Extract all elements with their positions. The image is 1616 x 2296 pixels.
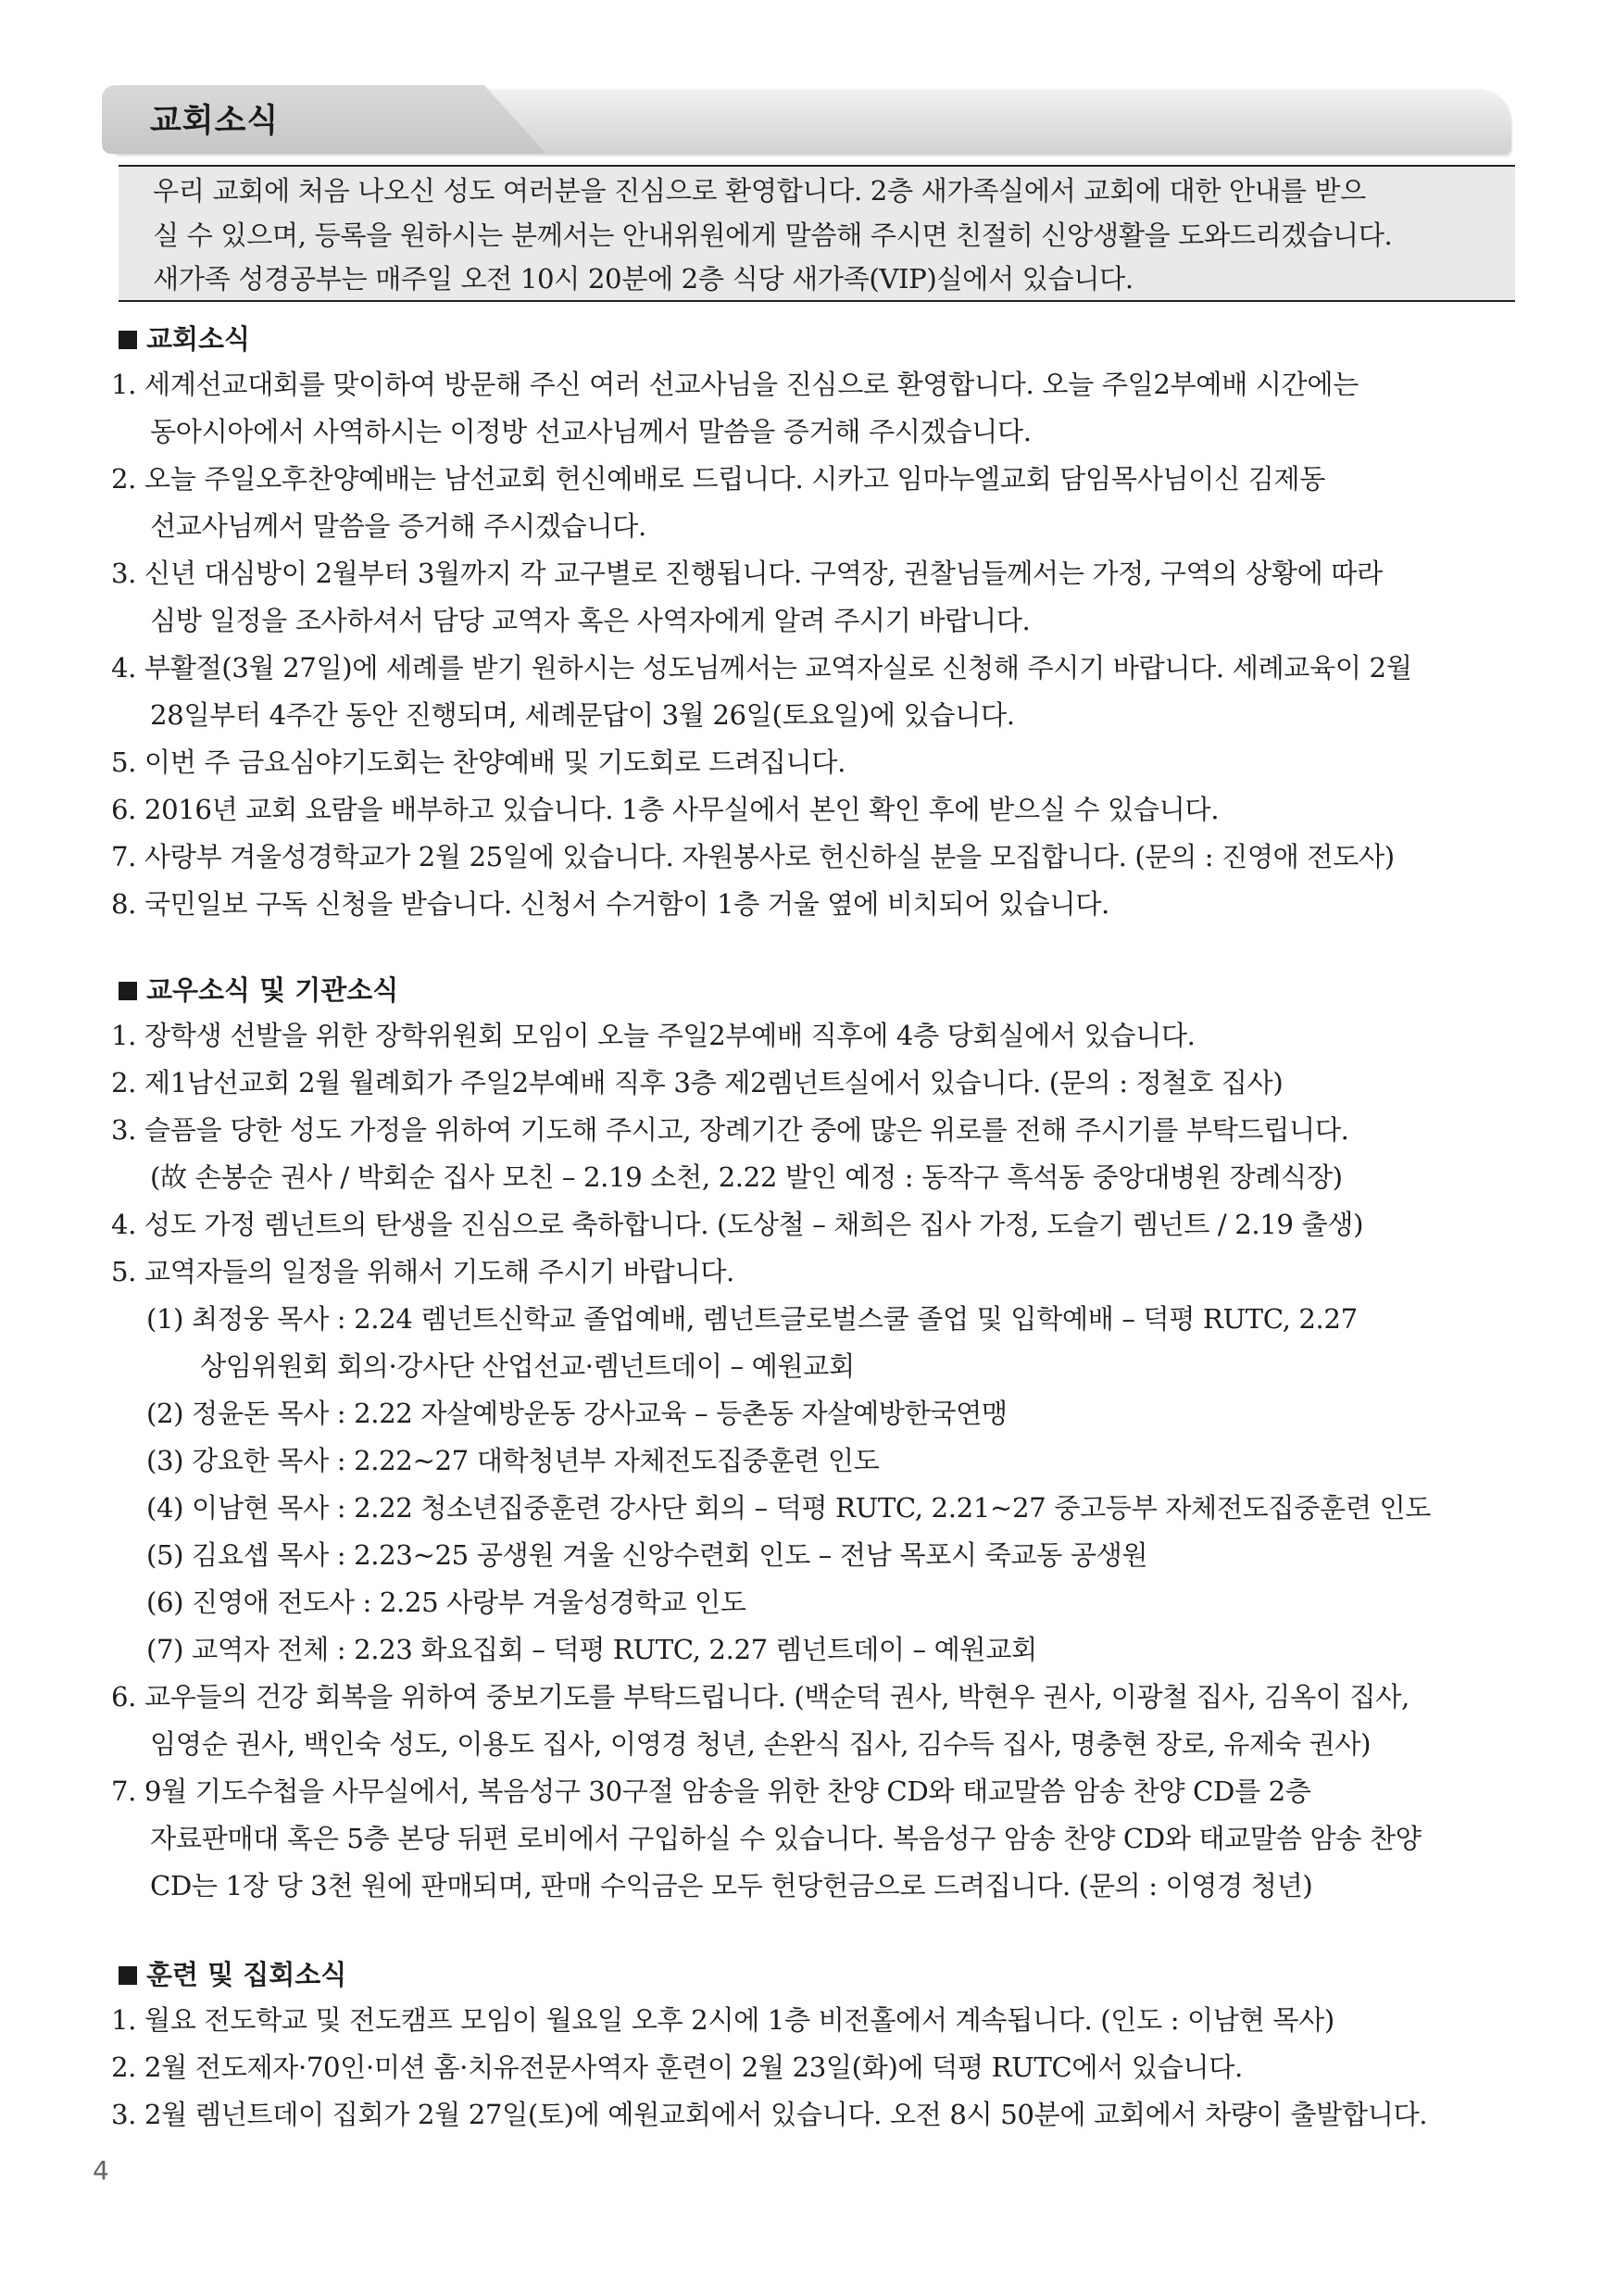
section-heading	[111, 968, 1519, 1012]
page-title: 교회소식	[150, 103, 280, 140]
section-training-news	[111, 1952, 1519, 2139]
page-number: 4	[93, 2155, 109, 2186]
news-item-line: 상임위원회 회의·강사단 산업선교·렘넌트데이 – 예원교회	[200, 1350, 855, 1382]
welcome-line: 새가족 성경공부는 매주일 오전 10시 20분에 2층 식당 새가족(VIP)실에서 있습니다.	[153, 263, 1134, 295]
section-heading-text: 훈련 및 집회소식	[146, 1959, 347, 1990]
news-item-line: 5. 이번 주 금요심야기도회는 찬양예배 및 기도회로 드려집니다.	[111, 747, 846, 778]
section-heading-text: 교우소식 및 기관소식	[146, 974, 399, 1006]
news-item-line: 자료판매대 혹은 5층 본당 뒤편 로비에서 구입하실 수 있습니다. 복음성구 암송 찬양 CD와 태교말씀 암송 찬양	[150, 1823, 1422, 1854]
news-item-line: 1. 월요 전도학교 및 전도캠프 모임이 월요일 오후 2시에 1층 비전홀에서 계속됩니다. (인도 : 이남현 목사)	[111, 2004, 1334, 2036]
news-item-line: 동아시아에서 사역하시는 이정방 선교사님께서 말씀을 증거해 주시겠습니다.	[150, 416, 1032, 447]
section-church-news	[111, 317, 1519, 928]
welcome-notice	[119, 165, 1515, 302]
news-item-line: 6. 2016년 교회 요람을 배부하고 있습니다. 1층 사무실에서 본인 확인 후에 받으실 수 있습니다.	[111, 794, 1220, 825]
square-bullet-icon	[119, 1966, 137, 1985]
news-item-line: (4) 이남현 목사 : 2.22 청소년집중훈련 강사단 회의 – 덕평 RUTC, 2.21~27 중고등부 자체전도집중훈련 인도	[146, 1492, 1432, 1524]
news-item-line: (1) 최정웅 목사 : 2.24 렘넌트신학교 졸업예배, 렘넌트글로벌스쿨 졸업 및 입학예배 – 덕평 RUTC, 2.27	[146, 1303, 1358, 1335]
news-item-line: 6. 교우들의 건강 회복을 위하여 중보기도를 부탁드립니다. (백순덕 권사, 박현우 권사, 이광철 집사, 김옥이 집사,	[111, 1681, 1409, 1713]
news-item-line: 7. 9월 기도수첩을 사무실에서, 복음성구 30구절 암송을 위한 찬양 CD와 태교말씀 암송 찬양 CD를 2층	[111, 1775, 1311, 1807]
news-item-line: 3. 슬픔을 당한 성도 가정을 위하여 기도해 주시고, 장례기간 중에 많은 위로를 전해 주시기를 부탁드립니다.	[111, 1114, 1349, 1146]
news-item-line: 28일부터 4주간 동안 진행되며, 세례문답이 3월 26일(토요일)에 있습니다.	[150, 699, 1015, 731]
news-item-line: 7. 사랑부 겨울성경학교가 2월 25일에 있습니다. 자원봉사로 헌신하실 분을 모집합니다. (문의 : 진영애 전도사)	[111, 841, 1395, 872]
news-item-line: (7) 교역자 전체 : 2.23 화요집회 – 덕평 RUTC, 2.27 렘넌트데이 – 예원교회	[146, 1634, 1037, 1665]
news-item-line: CD는 1장 당 3천 원에 판매되며, 판매 수익금은 모두 헌당헌금으로 드려집니다. (문의 : 이영경 청년)	[150, 1870, 1313, 1901]
news-item-line: (3) 강요한 목사 : 2.22~27 대학청년부 자체전도집중훈련 인도	[146, 1445, 880, 1476]
news-item-line: 3. 2월 렘넌트데이 집회가 2월 27일(토)에 예원교회에서 있습니다. 오전 8시 50분에 교회에서 차량이 출발합니다.	[111, 2099, 1428, 2130]
news-item-line: (故 손봉순 권사 / 박회순 집사 모친 – 2.19 소천, 2.22 발인 예정 : 동작구 흑석동 중앙대병원 장례식장)	[150, 1161, 1343, 1193]
news-item-line: 2. 2월 전도제자·70인·미션 홈·치유전문사역자 훈련이 2월 23일(화)에 덕평 RUTC에서 있습니다.	[111, 2051, 1243, 2083]
news-item-line: 4. 부활절(3월 27일)에 세례를 받기 원하시는 성도님께서는 교역자실로 신청해 주시기 바랍니다. 세례교육이 2월	[111, 652, 1412, 684]
section-member-news	[111, 968, 1519, 1910]
welcome-line: 실 수 있으며, 등록을 원하시는 분께서는 안내위원에게 말씀해 주시면 친절히 신앙생활을 도와드리겠습니다.	[153, 219, 1393, 251]
section-heading-text: 교회소식	[146, 323, 251, 355]
section-heading	[111, 317, 1519, 361]
section-header	[102, 85, 1511, 157]
news-item-line: 3. 신년 대심방이 2월부터 3월까지 각 교구별로 진행됩니다. 구역장, 권찰님들께서는 가정, 구역의 상황에 따라	[111, 558, 1383, 589]
section-heading	[111, 1952, 1519, 1997]
news-item-line: 임영순 권사, 백인숙 성도, 이용도 집사, 이영경 청년, 손완식 집사, 김수득 집사, 명충현 장로, 유제숙 권사)	[150, 1728, 1372, 1760]
news-item-line: 선교사님께서 말씀을 증거해 주시겠습니다.	[150, 510, 646, 542]
news-item-line: 5. 교역자들의 일정을 위해서 기도해 주시기 바랍니다.	[111, 1256, 734, 1287]
news-item-line: 2. 오늘 주일오후찬양예배는 남선교회 헌신예배로 드립니다. 시카고 임마누엘교회 담임목사님이신 김제동	[111, 463, 1326, 495]
square-bullet-icon	[119, 331, 137, 349]
news-item-line: (6) 진영애 전도사 : 2.25 사랑부 겨울성경학교 인도	[146, 1587, 746, 1618]
welcome-line: 우리 교회에 처음 나오신 성도 여러분을 진심으로 환영합니다. 2층 새가족실에서 교회에 대한 안내를 받으	[153, 175, 1366, 207]
news-item-line: 심방 일정을 조사하셔서 담당 교역자 혹은 사역자에게 알려 주시기 바랍니다.	[150, 605, 1031, 636]
news-item-line: 8. 국민일보 구독 신청을 받습니다. 신청서 수거함이 1층 거울 옆에 비치되어 있습니다.	[111, 888, 1109, 920]
news-item-line: 1. 장학생 선발을 위한 장학위원회 모임이 오늘 주일2부예배 직후에 4층 당회실에서 있습니다.	[111, 1020, 1196, 1051]
square-bullet-icon	[119, 982, 137, 1000]
news-item-line: (5) 김요셉 목사 : 2.23~25 공생원 겨울 신앙수련회 인도 – 전남 목포시 죽교동 공생원	[146, 1539, 1148, 1571]
news-item-line: 4. 성도 가정 렘넌트의 탄생을 진심으로 축하합니다. (도상철 – 채희은 집사 가정, 도슬기 렘넌트 / 2.19 출생)	[111, 1209, 1364, 1240]
news-item-line: 2. 제1남선교회 2월 월례회가 주일2부예배 직후 3층 제2렘넌트실에서 있습니다. (문의 : 정철호 집사)	[111, 1067, 1284, 1098]
news-item-line: (2) 정윤돈 목사 : 2.22 자살예방운동 강사교육 – 등촌동 자살예방한국연맹	[146, 1398, 1008, 1429]
news-item-line: 1. 세계선교대회를 맞이하여 방문해 주신 여러 선교사님을 진심으로 환영합니다. 오늘 주일2부예배 시간에는	[111, 369, 1359, 400]
